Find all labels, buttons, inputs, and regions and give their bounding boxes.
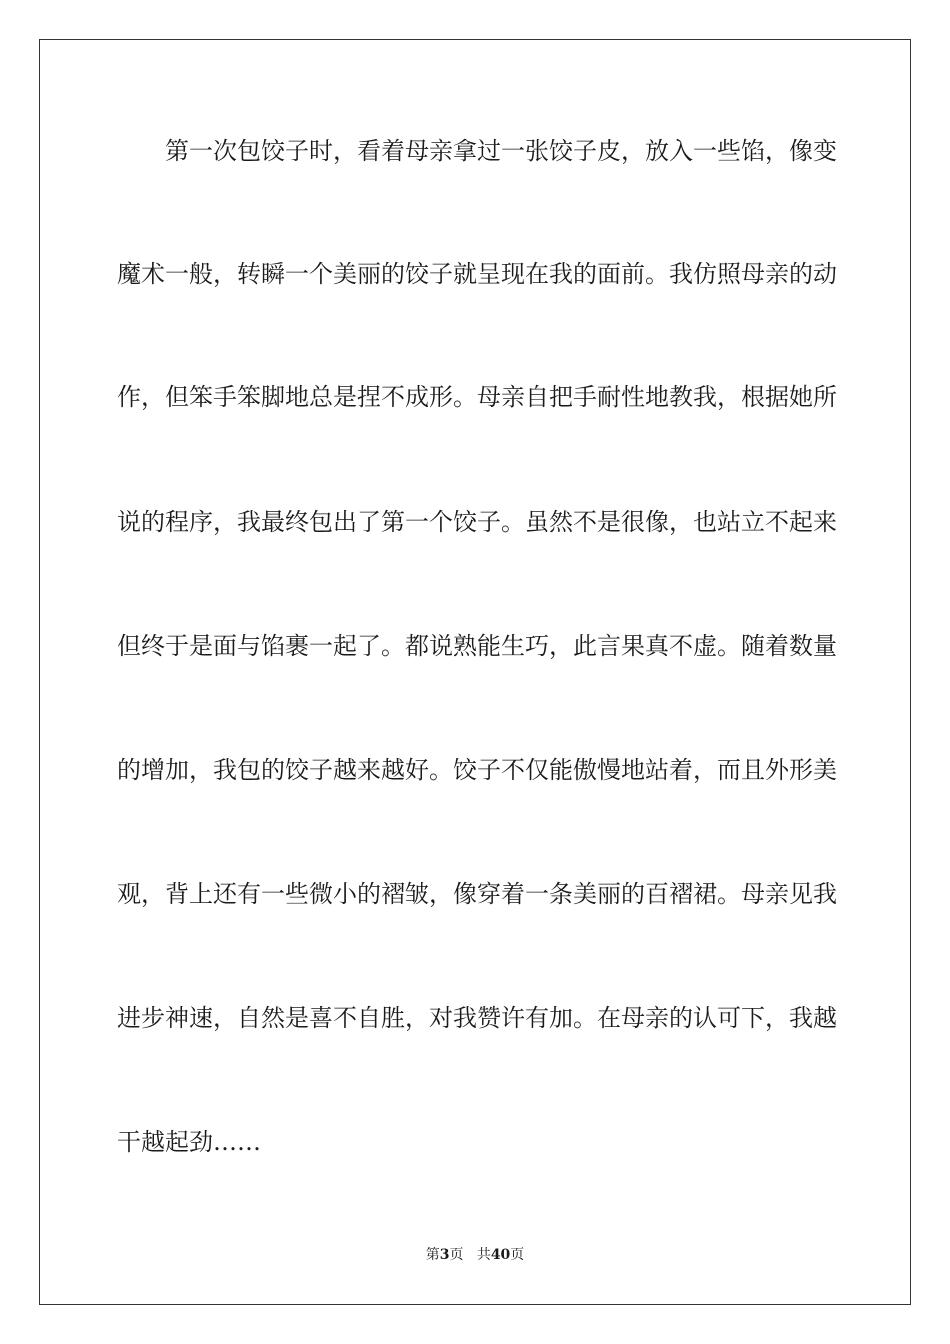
page-number: 3 [439, 1247, 450, 1263]
text-line-8: 进步神速，自然是喜不自胜，对我赞许有加。在母亲的认可下，我越 [117, 1004, 837, 1032]
text-line-7: 观，背上还有一些微小的褶皱，像穿着一条美丽的百褶裙。母亲见我 [117, 880, 837, 908]
page-prefix: 第 [425, 1247, 440, 1263]
total-prefix: 共 [476, 1247, 491, 1263]
page-footer [0, 1245, 950, 1265]
total-pages: 40 [490, 1247, 511, 1263]
text-line-9: 干越起劲…… [117, 1128, 261, 1156]
page-suffix: 页 [449, 1247, 464, 1263]
total-suffix: 页 [510, 1247, 525, 1263]
text-line-1: 第一次包饺子时，看着母亲拿过一张饺子皮，放入一些馅，像变 [165, 137, 837, 165]
text-line-4: 说的程序，我最终包出了第一个饺子。虽然不是很像，也站立不起来 [117, 508, 837, 536]
page-frame [39, 39, 911, 1305]
text-line-5: 但终于是面与馅裹一起了。都说熟能生巧，此言果真不虚。随着数量 [117, 632, 837, 660]
text-line-3: 作，但笨手笨脚地总是捏不成形。母亲自把手耐性地教我，根据她所 [117, 383, 837, 411]
text-line-6: 的增加，我包的饺子越来越好。饺子不仅能傲慢地站着，而且外形美 [117, 756, 837, 784]
text-line-2: 魔术一般，转瞬一个美丽的饺子就呈现在我的面前。我仿照母亲的动 [117, 260, 837, 288]
